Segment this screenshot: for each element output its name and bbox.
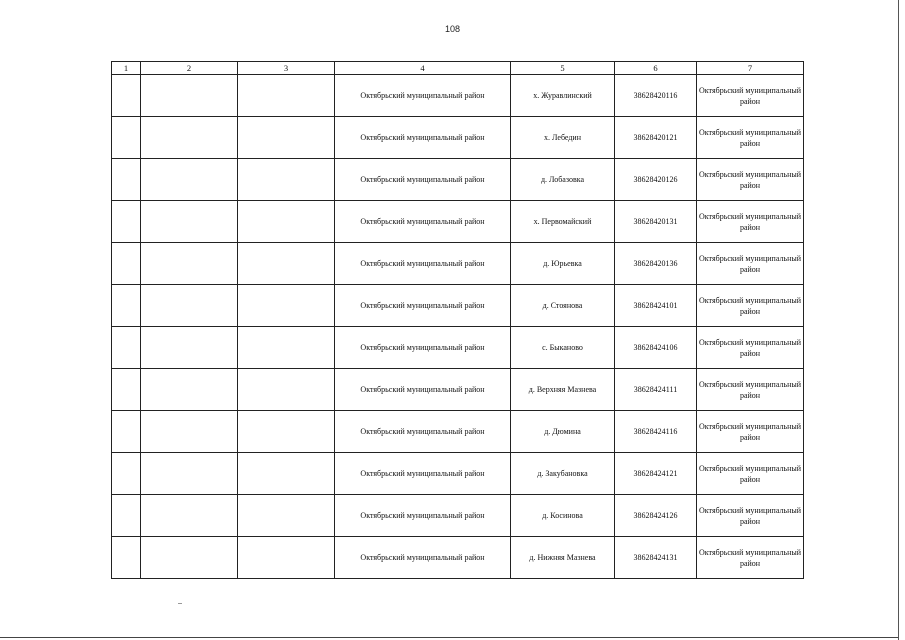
- cell-col2: [141, 75, 238, 117]
- cell-col2: [141, 285, 238, 327]
- cell-code: 38628424116: [615, 411, 697, 453]
- cell-district: Октябрьский муниципальный район: [335, 327, 511, 369]
- cell-col3: [238, 243, 335, 285]
- table-row: [112, 411, 804, 453]
- cell-col2: [141, 159, 238, 201]
- page-edge-bottom: [0, 637, 898, 638]
- cell-municipality: Октябрьский муниципальный район: [697, 159, 804, 201]
- cell-index: [112, 117, 141, 159]
- table-body: [112, 75, 804, 579]
- cell-col3: [238, 537, 335, 579]
- cell-col2: [141, 453, 238, 495]
- cell-municipality: Октябрьский муниципальный район: [697, 495, 804, 537]
- header-col-1: 1: [112, 62, 141, 75]
- table-row: [112, 117, 804, 159]
- cell-settlement: д. Косинова: [511, 495, 615, 537]
- cell-col2: [141, 201, 238, 243]
- cell-municipality: Октябрьский муниципальный район: [697, 453, 804, 495]
- cell-settlement: д. Дюмина: [511, 411, 615, 453]
- cell-district: Октябрьский муниципальный район: [335, 411, 511, 453]
- header-col-6: 6: [615, 62, 697, 75]
- cell-municipality: Октябрьский муниципальный район: [697, 117, 804, 159]
- header-col-5: 5: [511, 62, 615, 75]
- cell-settlement: х. Первомайский: [511, 201, 615, 243]
- cell-code: 38628420131: [615, 201, 697, 243]
- page-number: 108: [444, 24, 461, 34]
- cell-code: 38628420121: [615, 117, 697, 159]
- header-col-2: 2: [141, 62, 238, 75]
- table-row: [112, 75, 804, 117]
- cell-district: Октябрьский муниципальный район: [335, 201, 511, 243]
- cell-code: 38628424111: [615, 369, 697, 411]
- cell-settlement: д. Юрьевка: [511, 243, 615, 285]
- cell-code: 38628424121: [615, 453, 697, 495]
- cell-district: Октябрьский муниципальный район: [335, 75, 511, 117]
- cell-district: Октябрьский муниципальный район: [335, 537, 511, 579]
- cell-code: 38628420136: [615, 243, 697, 285]
- cell-settlement: д. Верхняя Мазнева: [511, 369, 615, 411]
- data-table: [111, 61, 804, 579]
- cell-code: 38628420116: [615, 75, 697, 117]
- cell-col3: [238, 327, 335, 369]
- cell-district: Октябрьский муниципальный район: [335, 117, 511, 159]
- cell-col3: [238, 411, 335, 453]
- cell-municipality: Октябрьский муниципальный район: [697, 369, 804, 411]
- cell-col2: [141, 537, 238, 579]
- cell-index: [112, 75, 141, 117]
- cell-index: [112, 537, 141, 579]
- cell-col3: [238, 285, 335, 327]
- cell-index: [112, 453, 141, 495]
- cell-district: Октябрьский муниципальный район: [335, 159, 511, 201]
- header-row: [112, 62, 804, 75]
- cell-settlement: х. Лебедин: [511, 117, 615, 159]
- table-row: [112, 327, 804, 369]
- header-col-3: 3: [238, 62, 335, 75]
- cell-settlement: с. Быканово: [511, 327, 615, 369]
- cell-index: [112, 411, 141, 453]
- cell-settlement: д. Стоянова: [511, 285, 615, 327]
- cell-col3: [238, 495, 335, 537]
- cell-municipality: Октябрьский муниципальный район: [697, 411, 804, 453]
- cell-municipality: Октябрьский муниципальный район: [697, 75, 804, 117]
- cell-col2: [141, 327, 238, 369]
- cell-code: 38628424106: [615, 327, 697, 369]
- cell-col3: [238, 201, 335, 243]
- cell-municipality: Октябрьский муниципальный район: [697, 285, 804, 327]
- cell-code: 38628424101: [615, 285, 697, 327]
- cell-municipality: Октябрьский муниципальный район: [697, 243, 804, 285]
- cell-index: [112, 327, 141, 369]
- table-row: [112, 369, 804, 411]
- header-col-7: 7: [697, 62, 804, 75]
- cell-code: 38628424126: [615, 495, 697, 537]
- cell-district: Октябрьский муниципальный район: [335, 243, 511, 285]
- cell-code: 38628420126: [615, 159, 697, 201]
- header-col-4: 4: [335, 62, 511, 75]
- table-row: [112, 453, 804, 495]
- cell-col2: [141, 495, 238, 537]
- cell-index: [112, 495, 141, 537]
- cell-settlement: х. Журавлинский: [511, 75, 615, 117]
- cell-col3: [238, 117, 335, 159]
- cell-col2: [141, 369, 238, 411]
- cell-index: [112, 243, 141, 285]
- cell-municipality: Октябрьский муниципальный район: [697, 537, 804, 579]
- cell-settlement: д. Нижняя Мазнева: [511, 537, 615, 579]
- cell-index: [112, 369, 141, 411]
- cell-col3: [238, 159, 335, 201]
- table-row: [112, 495, 804, 537]
- cell-col2: [141, 243, 238, 285]
- scan-mark: [178, 603, 182, 604]
- cell-code: 38628424131: [615, 537, 697, 579]
- table-row: [112, 537, 804, 579]
- cell-index: [112, 159, 141, 201]
- cell-district: Октябрьский муниципальный район: [335, 495, 511, 537]
- cell-municipality: Октябрьский муниципальный район: [697, 201, 804, 243]
- cell-settlement: д. Лобазовка: [511, 159, 615, 201]
- table-row: [112, 285, 804, 327]
- page-edge-right: [898, 0, 899, 640]
- table-row: [112, 243, 804, 285]
- cell-index: [112, 201, 141, 243]
- cell-col2: [141, 117, 238, 159]
- cell-col3: [238, 75, 335, 117]
- cell-district: Октябрьский муниципальный район: [335, 453, 511, 495]
- cell-col3: [238, 369, 335, 411]
- cell-district: Октябрьский муниципальный район: [335, 285, 511, 327]
- cell-col2: [141, 411, 238, 453]
- cell-district: Октябрьский муниципальный район: [335, 369, 511, 411]
- cell-settlement: д. Закубановка: [511, 453, 615, 495]
- table-row: [112, 159, 804, 201]
- cell-municipality: Октябрьский муниципальный район: [697, 327, 804, 369]
- cell-col3: [238, 453, 335, 495]
- cell-index: [112, 285, 141, 327]
- table-row: [112, 201, 804, 243]
